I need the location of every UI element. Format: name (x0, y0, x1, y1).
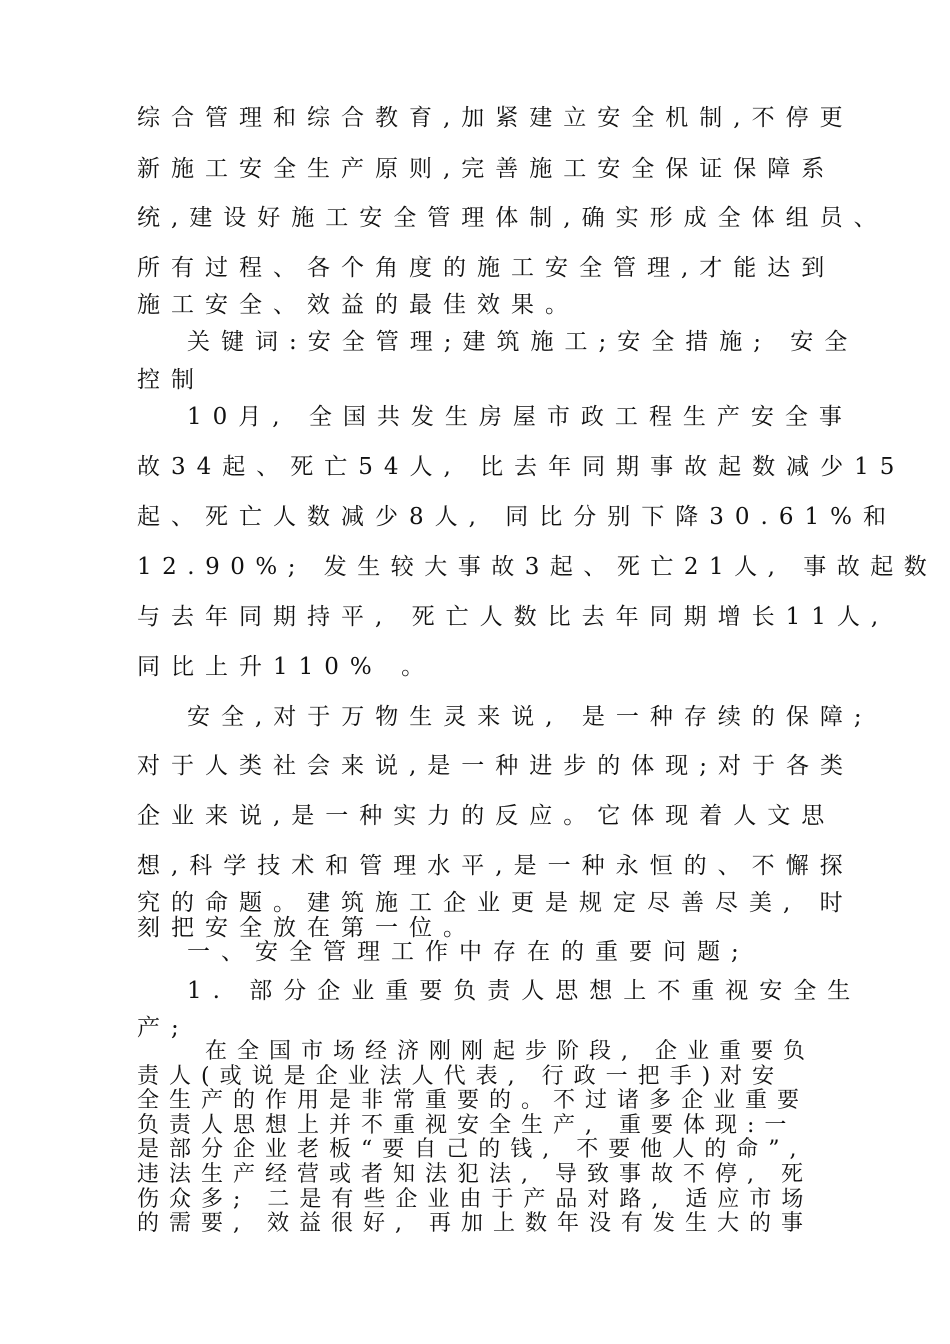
paragraph-line: 在全国市场经济刚刚起步阶段, 企业重要负 (205, 1039, 815, 1064)
paragraph-line: 企业来说,是一种实力的反应。它体现着人文思 (137, 803, 836, 829)
section-heading: 一、安全管理工作中存在的重要问题; (187, 939, 750, 965)
paragraph-line: 违法生产经营或者知法犯法, 导致事故不停, 死 (137, 1162, 813, 1187)
paragraph-line: 想,科学技术和管理水平,是一种永恒的、不懈探 (137, 853, 854, 879)
paragraph-line: 综合管理和综合教育,加紧建立安全机制,不停更 (137, 105, 854, 131)
subsection-heading: 产; (137, 1015, 190, 1041)
keywords-line: 控制 (137, 367, 205, 393)
paragraph-line: 施工安全、效益的最佳效果。 (137, 292, 579, 318)
paragraph-line: 10月, 全国共发生房屋市政工程生产安全事 (187, 404, 853, 430)
paragraph-line: 全生产的作用是非常重要的。不过诸多企业重要 (137, 1088, 810, 1113)
paragraph-line: 起、死亡人数减少8人, 同比分别下降30.61%和 (137, 504, 897, 530)
paragraph-line: 究的命题。建筑施工企业更是规定尽善尽美, 时 (137, 890, 854, 916)
paragraph-line: 伤众多; 二是有些企业由于产品对路, 适应市场 (137, 1187, 814, 1212)
paragraph-line: 安全,对于万物生灵来说, 是一种存续的保障; (187, 704, 873, 730)
paragraph-line: 刻把安全放在第一位。 (137, 915, 477, 941)
paragraph-line: 故34起、死亡54人, 比去年同期事故起数减少15 (137, 454, 906, 480)
paragraph-line: 责人(或说是企业法人代表, 行政一把手)对安 (137, 1064, 785, 1089)
paragraph-line: 统,建设好施工安全管理体制,确实形成全体组员、 (137, 205, 888, 231)
keywords-line: 关键词:安全管理;建筑施工;安全措施; 安全 (187, 329, 859, 355)
paragraph-line: 负责人思想上并不重视安全生产, 重要体现:一 (137, 1113, 797, 1138)
paragraph-line: 所有过程、各个角度的施工安全管理,才能达到 (137, 255, 836, 281)
paragraph-line: 同比上升110% 。 (137, 654, 436, 680)
paragraph-line: 新施工安全生产原则,完善施工安全保证保障系 (137, 156, 836, 182)
subsection-heading: 1. 部分企业重要负责人思想上不重视安全生 (187, 978, 862, 1004)
paragraph-line: 对于人类社会来说,是一种进步的体现;对于各类 (137, 753, 855, 779)
paragraph-line: 12.90%; 发生较大事故3起、死亡21人, 事故起数 (137, 554, 938, 580)
paragraph-line: 的需要, 效益很好, 再加上数年没有发生大的事 (137, 1211, 813, 1236)
paragraph-line: 是部分企业老板“要自己的钱, 不要他人的命”, (137, 1137, 807, 1162)
paragraph-line: 与去年同期持平, 死亡人数比去年同期增长11人, (137, 604, 890, 630)
